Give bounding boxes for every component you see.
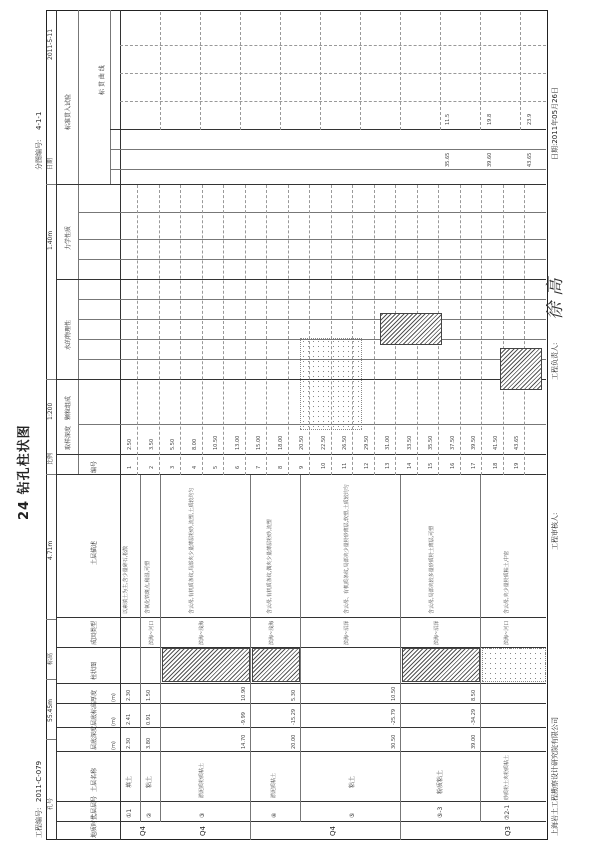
sample-no: 10	[320, 462, 327, 469]
sample-row-line	[223, 185, 224, 475]
header-particle: 颗粒组成	[65, 395, 72, 420]
layer-thick: 5.30	[291, 689, 297, 701]
header-description: 土层描述	[91, 540, 98, 565]
sample-depth: 37.50	[449, 435, 456, 450]
sample-depth: 22.50	[320, 435, 327, 450]
header-sample-no: 编号	[91, 460, 98, 473]
sediment-type: 滨海~浅海	[269, 620, 275, 645]
sample-no: 1	[127, 465, 133, 469]
sample-no: 11	[342, 462, 348, 469]
company-name: 上海岩土工程勘察设计研究院有限公司	[551, 717, 559, 836]
sample-row-line	[309, 185, 310, 475]
layer-elev: -9.99	[241, 712, 247, 725]
scale-value: 1:200	[47, 402, 54, 420]
layer-thick: 10.50	[391, 686, 397, 701]
layer-name: 粘土	[146, 775, 153, 788]
penetration-value: 11.5	[445, 113, 451, 125]
sample-no: 8	[277, 465, 284, 469]
sample-row-line	[331, 185, 332, 475]
drawing-number: 4-1-1	[35, 111, 43, 130]
sample-depth: 29.50	[363, 435, 370, 450]
header-bottom-depth: 层底深度	[91, 725, 98, 750]
sample-depth: 3.50	[148, 438, 155, 450]
column-pattern-clay	[162, 648, 250, 682]
sample-depth: 39.50	[471, 435, 477, 450]
sample-no: 7	[256, 465, 262, 469]
other-value: 1.40m	[47, 230, 54, 250]
reviewer-label: 工程审核人:	[551, 512, 559, 550]
layer-name: 填土	[126, 775, 133, 788]
layer-no: ①1	[126, 808, 133, 818]
layer-name: 粉质粘土	[437, 769, 444, 794]
header-layer-name: 土层名称	[91, 767, 98, 792]
sample-row-line	[202, 185, 203, 475]
layer-elev: -34.29	[471, 708, 477, 725]
sample-row-line	[374, 185, 375, 475]
layer-desc: 以素填土为主,含少量碎石,松散	[123, 545, 129, 614]
layer-name: 粘土	[349, 775, 356, 788]
water-level-value: 4.71m	[47, 540, 54, 560]
header-mechanic: 力学性质	[65, 225, 72, 250]
sample-no: 16	[449, 462, 456, 469]
era-label: Q3	[504, 826, 512, 836]
layer-depth: 20.00	[291, 734, 297, 749]
sample-row-line	[159, 185, 160, 475]
penetration-value: 23.9	[527, 113, 533, 125]
layer-no: ⑤-3	[437, 806, 444, 818]
column-hatch-block	[380, 313, 442, 345]
sample-depth: 35.50	[428, 435, 434, 450]
layer-no: ⑦2-1	[504, 804, 511, 820]
layer-elev: 2.41	[126, 713, 132, 725]
layer-name: 淤泥质粉质粘土	[199, 762, 205, 798]
sample-depth: 26.50	[342, 435, 348, 450]
layer-name: 砂质粉土夹粉质粘土	[504, 754, 510, 800]
sediment-type: 滨海~沼泽	[434, 620, 440, 645]
era-label: Q4	[329, 826, 337, 836]
sample-row-line	[180, 185, 181, 475]
drawing-number-label: 分图编号:	[35, 139, 43, 170]
layer-thick: 1.50	[146, 689, 152, 701]
layer-elev: -15.29	[291, 708, 297, 725]
layer-no: ④	[271, 812, 278, 818]
sample-depth: 15.00	[256, 435, 262, 450]
signature: 徐 高	[545, 278, 566, 320]
header-sample-depth: 取样深度	[65, 425, 72, 450]
header-penetration: 标准贯入试验	[65, 93, 72, 130]
sample-row-line	[245, 185, 246, 475]
sample-no: 4	[191, 465, 198, 469]
header-bottom-elev: 层底标高	[91, 701, 98, 726]
sample-no: 15	[428, 462, 434, 469]
penetration-depth: 35.65	[445, 152, 451, 167]
sample-row-line	[481, 185, 482, 475]
column-hatch-block	[500, 348, 542, 390]
header-era: 地质时代	[91, 813, 98, 838]
sample-no: 17	[471, 462, 477, 469]
sample-depth: 5.50	[170, 438, 176, 450]
sample-row-line	[503, 185, 504, 475]
project-number-label: 工程编号:	[35, 807, 43, 838]
sample-no: 14	[406, 462, 413, 469]
scale-label: 比例	[47, 452, 54, 465]
layer-depth: 14.70	[241, 734, 247, 749]
header-layer-no: 土层层号	[91, 795, 98, 820]
sediment-type: 滨海~浅海	[199, 620, 205, 645]
sample-row-line	[352, 185, 353, 475]
header-sediment: 成因类型	[91, 620, 98, 645]
sediment-type: 滨海~沼泽	[344, 620, 350, 645]
layer-elev: -25.79	[391, 708, 397, 725]
column-pattern-sand	[482, 648, 546, 682]
header-column-chart: 柱状图	[91, 661, 98, 680]
layer-desc: 含云母、有机质条纹,局部夹少量粉砂薄层,软塑,土质较均匀	[344, 484, 350, 614]
date-value: 2011-5-11	[47, 28, 54, 60]
elevation-value: 55.45m	[47, 698, 54, 722]
layer-depth: 39.00	[471, 734, 477, 749]
layer-depth: 2.30	[126, 737, 132, 749]
unit-depth: (m)	[111, 741, 117, 750]
sample-depth: 2.50	[127, 438, 133, 450]
column-pattern-silty	[402, 648, 480, 682]
date-label: 日期	[47, 157, 54, 170]
sample-depth: 10.50	[213, 435, 219, 450]
header-physical: 水的物理性	[65, 319, 72, 350]
sample-no: 3	[170, 465, 176, 469]
hole-no-label: 孔号	[47, 797, 54, 810]
unit-elev: (m)	[111, 717, 117, 726]
header-curve: 标 贯 曲 线	[99, 65, 106, 95]
manager-label: 工程负责人:	[551, 342, 559, 380]
sample-no: 6	[234, 465, 241, 469]
sample-no: 18	[492, 462, 499, 469]
sample-no: 9	[299, 465, 305, 469]
sample-row-line	[288, 185, 289, 475]
sample-row-line	[524, 185, 525, 475]
layer-no: ②	[146, 812, 153, 818]
sample-no: 13	[385, 462, 391, 469]
sample-depth: 18.00	[277, 435, 284, 450]
layer-elev: 0.91	[146, 713, 152, 725]
unit-thick: (m)	[111, 693, 117, 702]
sample-depth: 13.00	[234, 435, 241, 450]
column-pattern-clay	[252, 648, 300, 682]
layer-thick: 2.30	[126, 689, 132, 701]
sample-row-line	[266, 185, 267, 475]
layer-no: ⑤	[349, 812, 356, 818]
sediment-type: 滨海~河口	[149, 620, 155, 645]
sample-no: 5	[213, 465, 219, 469]
page-title: 24 钻孔柱状图	[17, 424, 32, 520]
penetration-depth: 39.60	[487, 152, 493, 167]
era-label: Q4	[139, 826, 147, 836]
layer-depth: 3.80	[146, 737, 152, 749]
sample-depth: 43.65	[514, 435, 520, 450]
era-label: Q4	[199, 826, 207, 836]
sample-depth: 33.50	[406, 435, 413, 450]
sample-depth: 41.50	[492, 435, 499, 450]
report-date: 日期:2011年05月26日	[551, 87, 559, 160]
layer-thick: 8.50	[471, 689, 477, 701]
sample-depth: 8.00	[191, 438, 198, 450]
project-number: 2011-C-079	[35, 760, 43, 802]
sample-row-line	[137, 185, 138, 475]
sediment-type: 滨海~河口	[504, 620, 510, 645]
sample-row-line	[460, 185, 461, 475]
sample-no: 19	[514, 462, 520, 469]
penetration-depth: 43.65	[527, 152, 533, 167]
layer-thick: 10.90	[241, 686, 247, 701]
layer-desc: 含云母,有机质条纹,偶夹少量薄层粉砂,流塑	[267, 519, 273, 614]
sample-depth: 20.50	[299, 435, 305, 450]
header-thickness: 厚度	[91, 689, 98, 702]
layer-depth: 30.50	[391, 734, 397, 749]
sample-no: 2	[148, 465, 155, 469]
elevation-label: 标高	[47, 652, 54, 665]
column-dot-block	[300, 338, 362, 430]
layer-desc: 含云母,局部夹较多量砂质粉土薄层,可塑	[429, 525, 435, 614]
layer-desc: 含氧化铁斑点,稍湿,可塑	[145, 560, 151, 614]
layer-desc: 含云母,夹少量粉质粘土,中密	[504, 550, 510, 614]
layer-desc: 含云母,有机质条纹,局部夹少量薄层粉砂,流塑,土质较均匀	[189, 487, 195, 614]
penetration-value: 19.8	[487, 113, 493, 125]
layer-name: 淤泥质粘土	[271, 772, 277, 798]
sample-depth: 31.00	[385, 435, 391, 450]
layer-no: ③	[199, 812, 206, 818]
sample-no: 12	[363, 462, 370, 469]
